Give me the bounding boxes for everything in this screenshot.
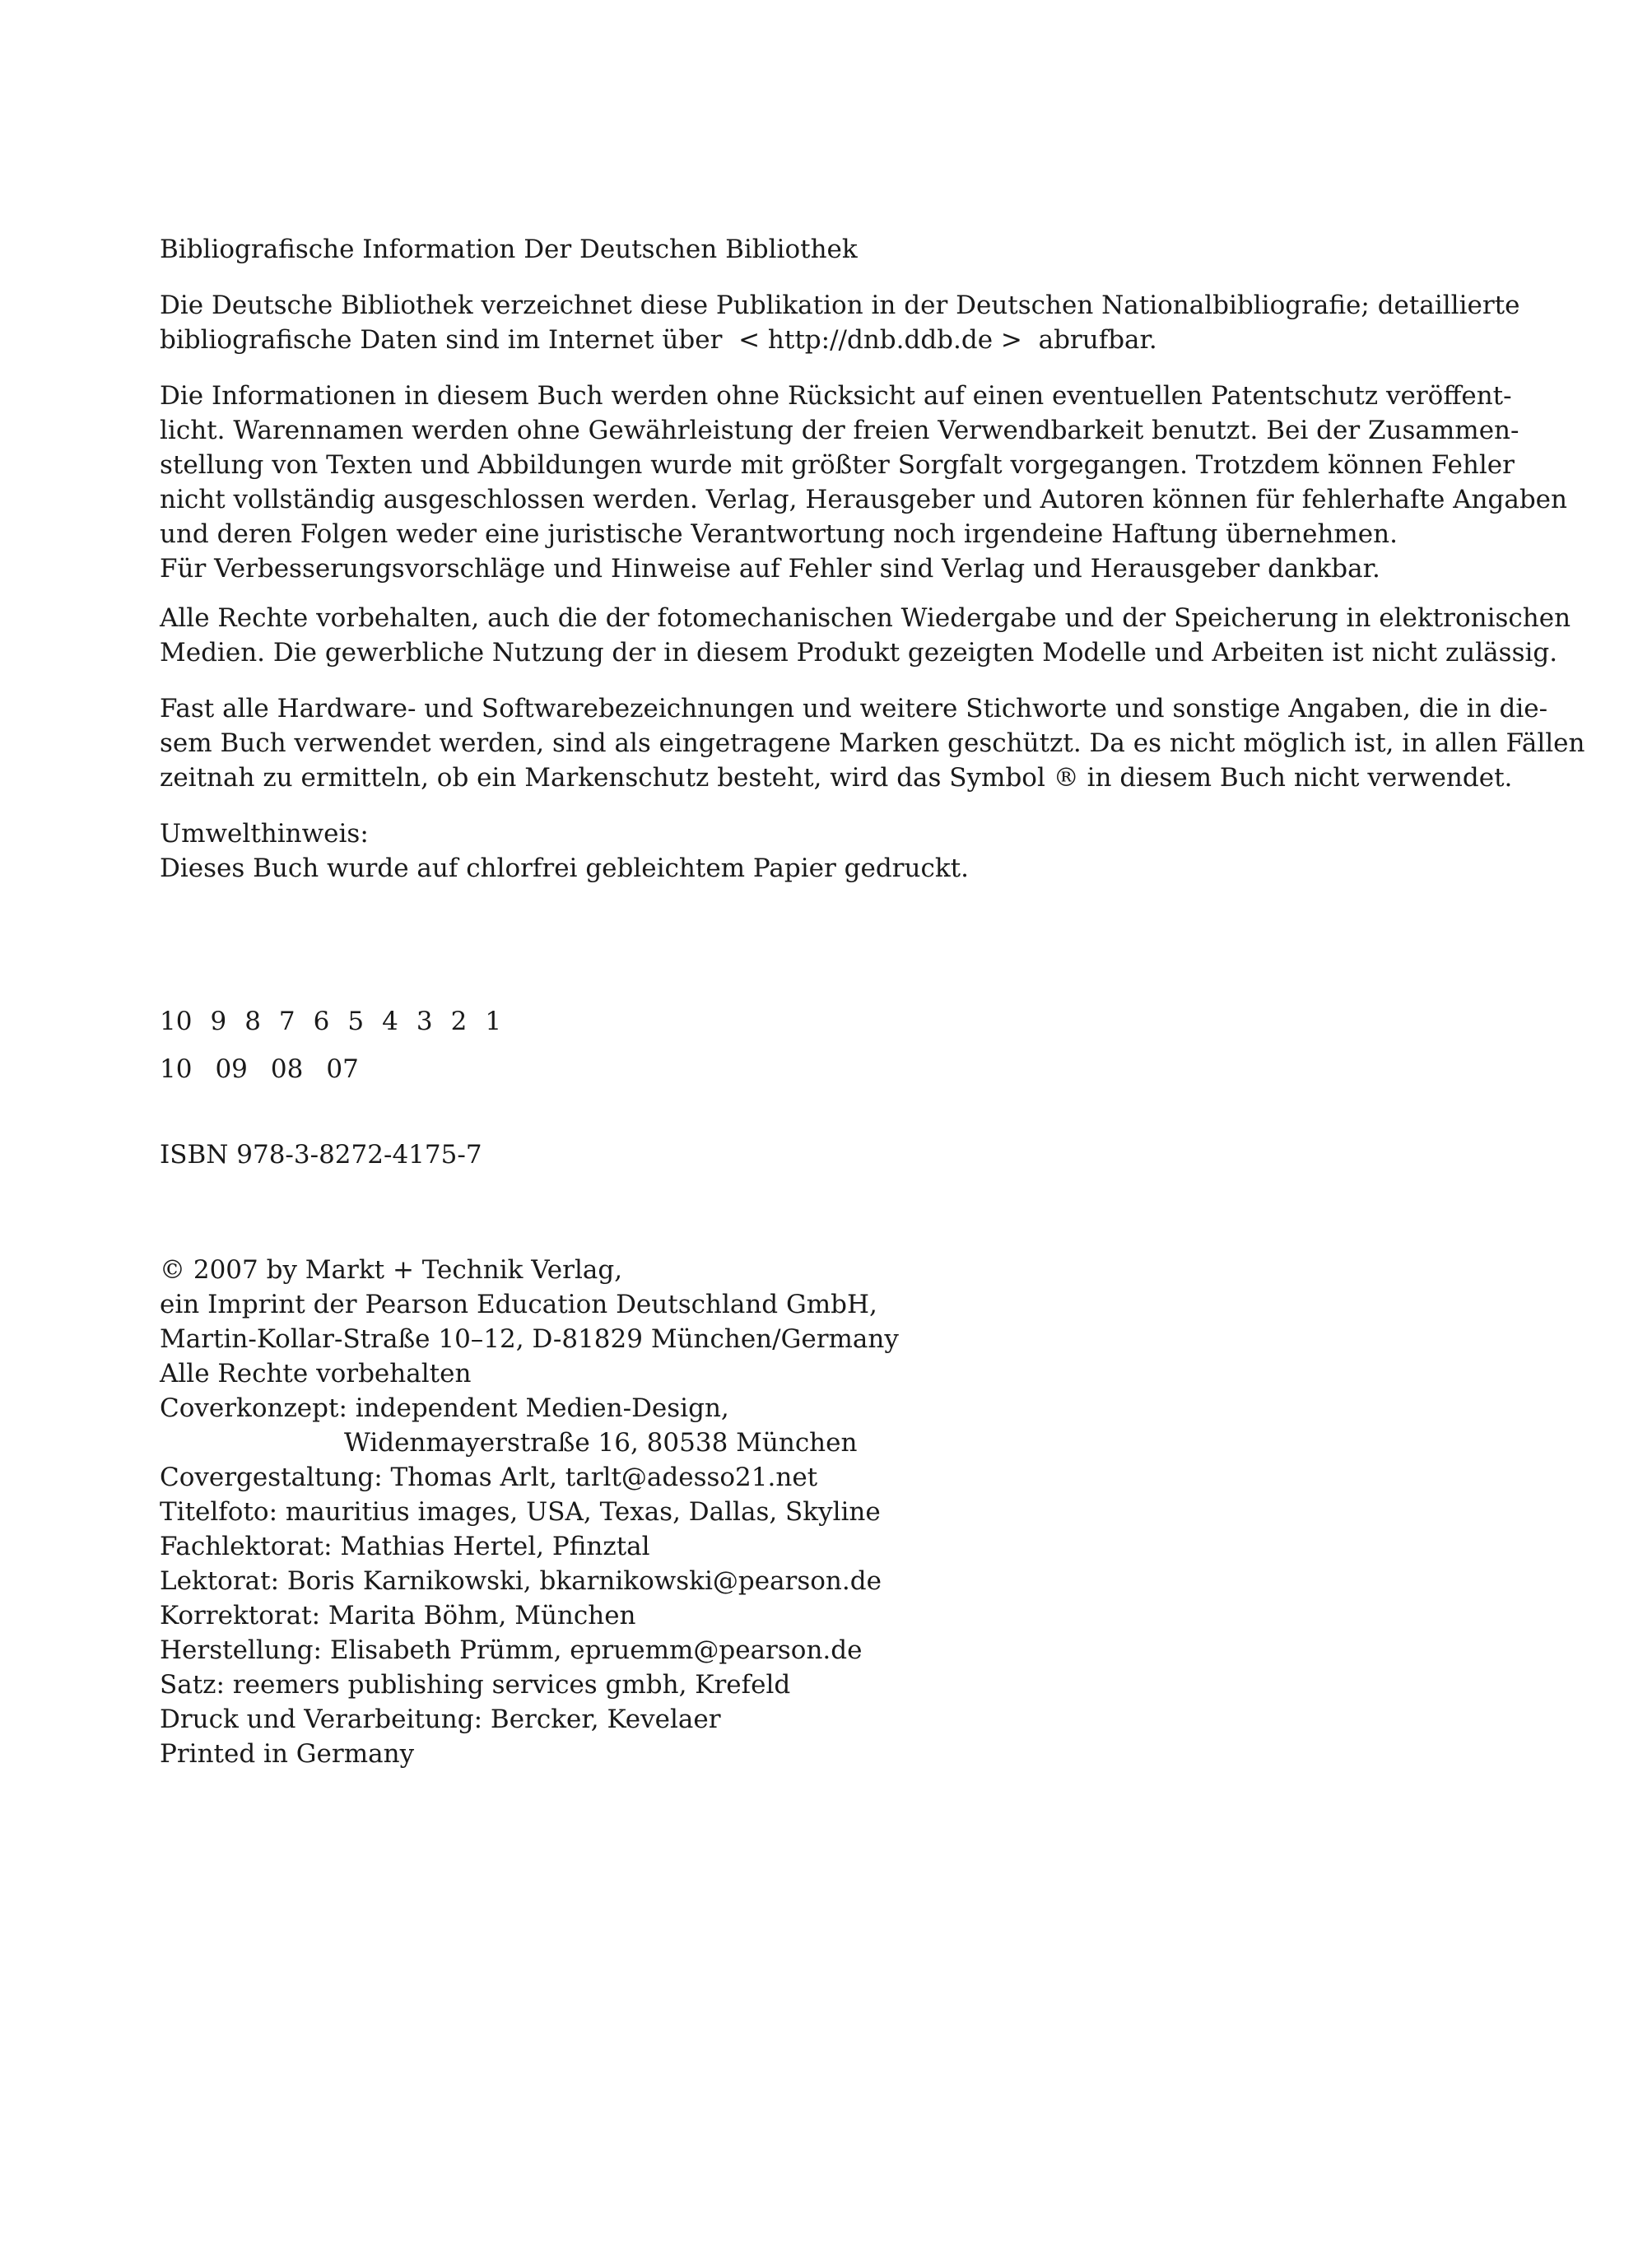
trademark-paragraph	[160, 691, 1585, 795]
environment-text: Dieses Buch wurde auf chlorfrei gebleichtem Papier gedruckt.	[160, 854, 969, 883]
disclaimer-line: Für Verbesserungsvorschläge und Hinweise auf Fehler sind Verlag und Herausgeber dankbar.	[160, 554, 1380, 584]
disclaimer-paragraph	[160, 379, 1567, 586]
rights-paragraph	[160, 601, 1571, 670]
year-number: 07	[326, 1054, 359, 1084]
print-run-number: 5	[347, 1007, 365, 1036]
copyright-line: © 2007 by Markt + Technik Verlag,	[160, 1255, 623, 1285]
environment-label: Umwelthinweis:	[160, 819, 369, 849]
disclaimer-line: stellung von Texten und Abbildungen wurde mit größter Sorgfalt vorgegangen. Trotzdem können Fehler	[160, 450, 1515, 480]
bib-text-line: bibliografische Daten sind im Internet über < http://dnb.ddb.de > abrufbar.	[160, 325, 1157, 355]
editor: Lektorat: Boris Karnikowski, bkarnikowski@pearson.de	[160, 1566, 882, 1596]
rights-line: Alle Rechte vorbehalten, auch die der fotomechanischen Wiedergabe und der Speicherung in elektronischen	[160, 603, 1571, 633]
publisher-line: ein Imprint der Pearson Education Deutschland GmbH,	[160, 1290, 877, 1319]
print-run-number: 4	[382, 1007, 398, 1036]
bibliographic-text	[160, 288, 1520, 357]
print-run-row	[160, 1004, 1493, 1039]
cover-concept-address: Widenmayerstraße 16, 80538 München	[344, 1428, 858, 1458]
disclaimer-line: nicht vollständig ausgeschlossen werden. Verlag, Herausgeber und Autoren können für fehlerhafte Angaben	[160, 485, 1567, 514]
rights-line: Medien. Die gewerbliche Nutzung der in diesem Produkt gezeigten Modelle und Arbeiten ist nicht zulässig.	[160, 638, 1558, 667]
print-run-number: 10	[160, 1007, 193, 1036]
disclaimer-line: und deren Folgen weder eine juristische Verantwortung noch irgendeine Haftung übernehmen.	[160, 519, 1398, 549]
trademark-line: Fast alle Hardware- und Softwarebezeichnungen und weitere Stichworte und sonstige Angaben, die in die-	[160, 694, 1548, 723]
rights-reserved-line: Alle Rechte vorbehalten	[160, 1359, 472, 1388]
proofreading: Korrektorat: Marita Böhm, München	[160, 1601, 636, 1630]
print-run-number: 7	[278, 1007, 295, 1036]
year-number: 10	[160, 1054, 193, 1084]
printed-in: Printed in Germany	[160, 1739, 415, 1769]
print-run-number: 1	[485, 1007, 502, 1036]
address-line: Martin-Kollar-Straße 10–12, D-81829 München/Germany	[160, 1324, 899, 1354]
printing: Druck und Verarbeitung: Bercker, Kevelaer	[160, 1705, 721, 1734]
typesetting: Satz: reemers publishing services gmbh, Krefeld	[160, 1670, 791, 1700]
print-run-number: 8	[244, 1007, 261, 1036]
print-run-number: 9	[210, 1007, 227, 1036]
year-number: 08	[270, 1054, 304, 1084]
trademark-line: sem Buch verwendet werden, sind als eingetragene Marken geschützt. Da es nicht möglich ist, in allen Fällen	[160, 728, 1585, 758]
cover-concept: Coverkonzept: independent Medien-Design,	[160, 1393, 729, 1423]
bib-text-line: Die Deutsche Bibliothek verzeichnet diese Publikation in der Deutschen Nationalbibliografie; detaillierte	[160, 291, 1520, 320]
trademark-line: zeitnah zu ermitteln, ob ein Markenschutz besteht, wird das Symbol ® in diesem Buch nicht verwendet.	[160, 763, 1513, 793]
year-row	[160, 1052, 1493, 1086]
disclaimer-line: licht. Warennamen werden ohne Gewährleistung der freien Verwendbarkeit benutzt. Bei der Zusammen-	[160, 416, 1519, 445]
cover-design: Covergestaltung: Thomas Arlt, tarlt@adesso21.net	[160, 1463, 818, 1492]
print-run-number: 3	[416, 1007, 433, 1036]
bib-heading: Bibliografische Information Der Deutschen Bibliothek	[160, 235, 858, 264]
technical-editor: Fachlektorat: Mathias Hertel, Pfinztal	[160, 1532, 650, 1561]
isbn: ISBN 978-3-8272-4175-7	[160, 1140, 482, 1170]
print-run-number: 6	[313, 1007, 330, 1036]
isbn-section	[160, 1137, 1493, 1172]
bibliographic-section	[160, 232, 1493, 267]
environment-note	[160, 816, 1493, 886]
year-number: 09	[215, 1054, 248, 1084]
production: Herstellung: Elisabeth Prümm, epruemm@pearson.de	[160, 1635, 863, 1665]
print-run-number: 2	[450, 1007, 468, 1036]
disclaimer-line: Die Informationen in diesem Buch werden ohne Rücksicht auf einen eventuellen Patentschutz veröffent-	[160, 381, 1512, 411]
imprint-section	[160, 1253, 1493, 1771]
title-photo: Titelfoto: mauritius images, USA, Texas, Dallas, Skyline	[160, 1497, 881, 1527]
